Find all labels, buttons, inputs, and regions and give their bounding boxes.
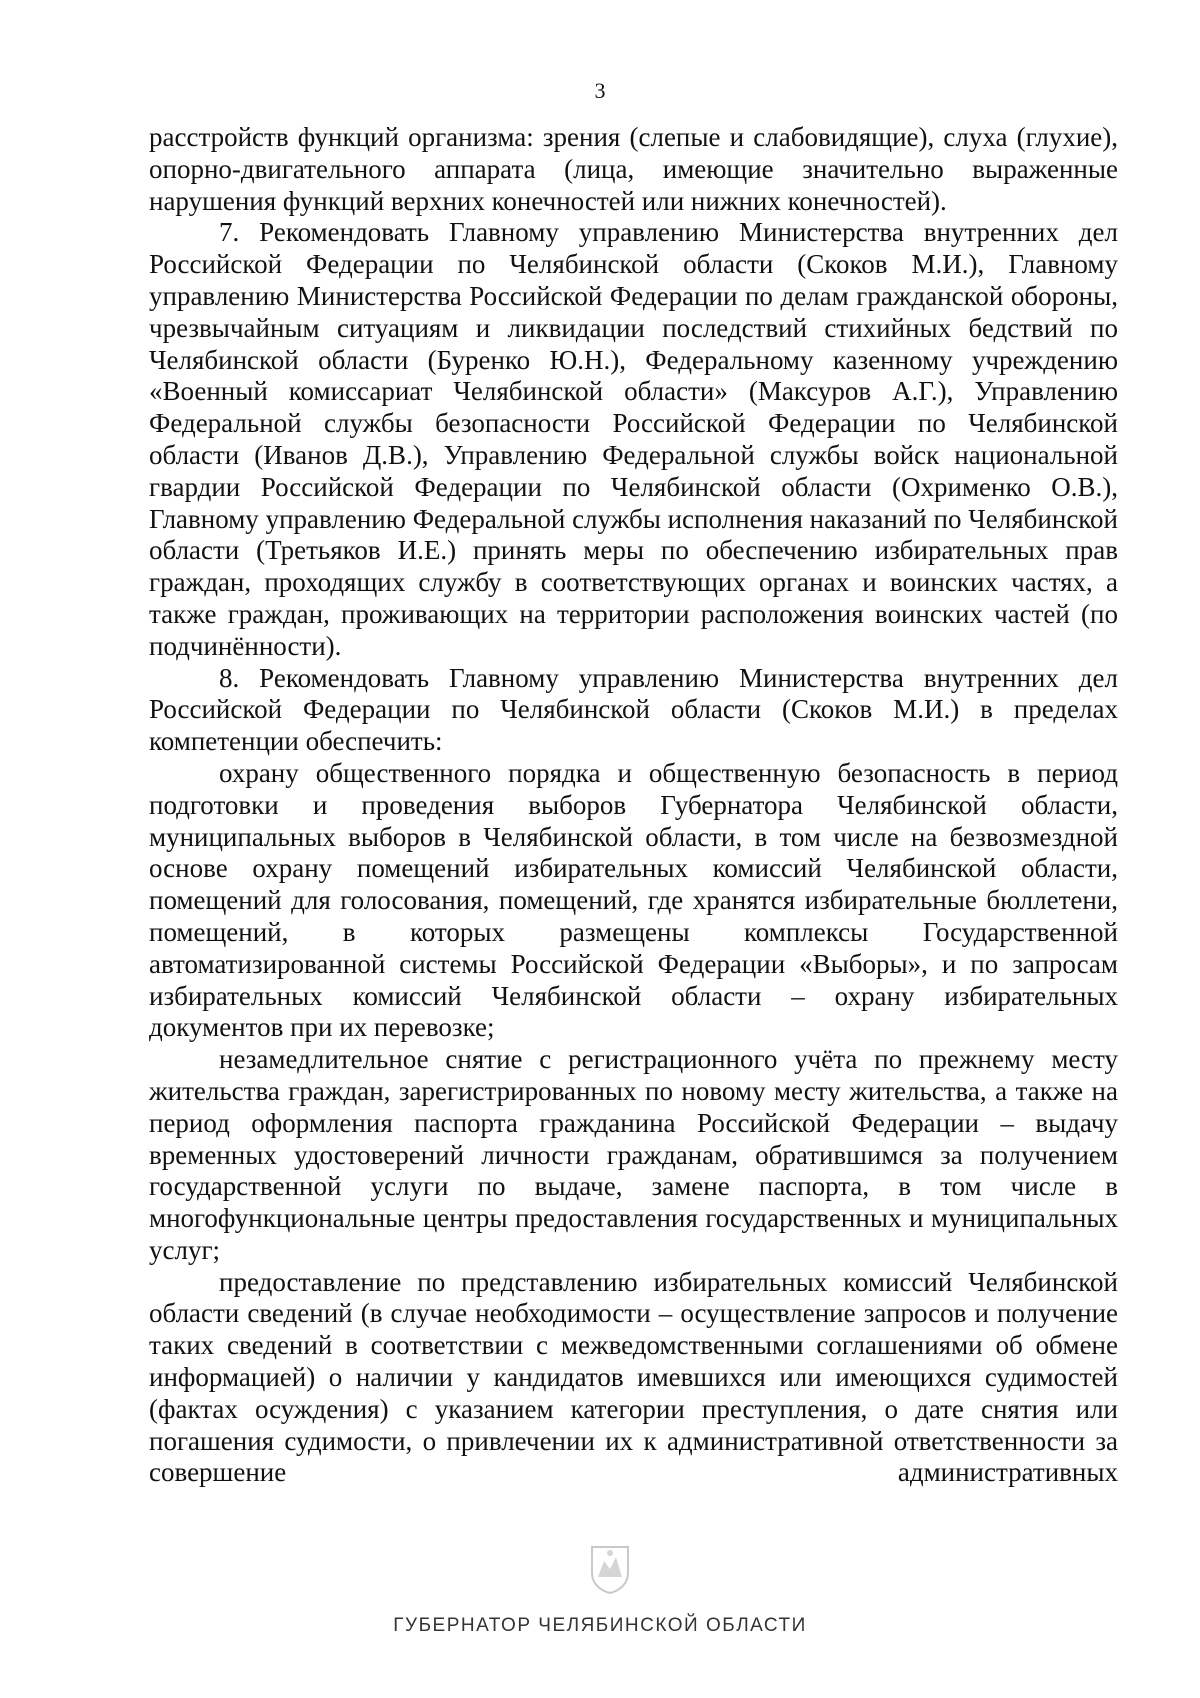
paragraph-continuation: расстройств функций организма: зрения (слепые и слабовидящие), слуха (глухие), опорно-двигательного аппарата (лица, имеющие значительно выраженные нарушения функций верхних конечностей или нижних конечностей).	[149, 122, 1118, 216]
document-body	[149, 122, 1118, 1489]
coat-of-arms-icon	[588, 1543, 632, 1595]
paragraph-public-order: охрану общественного порядка и общественную безопасность в период подготовки и проведения выборов Губернатора Челябинской области, муниципальных выборов в Челябинской области, в том числе на безвозмездной основе охрану помещений избирательных комиссий Челябинской области, помещений для голосования, помещений, где хранятся избирательные бюллетени, помещений, в которых размещены комплексы Государственной автоматизированной системы Российской Федерации «Выборы», и по запросам избирательных комиссий Челябинской области – охрану избирательных документов при их перевозке;	[149, 757, 1118, 1043]
paragraph-criminal-records: предоставление по представлению избирательных комиссий Челябинской области сведений (в случае необходимости – осуществление запросов и получение таких сведений в соответствии с межведомственными соглашениями об обмене информацией) о наличии у кандидатов имевшихся или имеющихся судимостей (фактах осуждения) с указанием категории преступления, о дате снятия или погашения судимости, о привлечении их к административной ответственности за совершение административных	[149, 1266, 1118, 1488]
document-footer: ГУБЕРНАТОР ЧЕЛЯБИНСКОЙ ОБЛАСТИ	[393, 1615, 807, 1636]
paragraph-item-8: 8. Рекомендовать Главному управлению Министерства внутренних дел Российской Федерации по Челябинской области (Скоков М.И.) в пределах компетенции обеспечить:	[149, 662, 1118, 757]
page-number: 3	[594, 78, 606, 103]
paragraph-registration: незамедлительное снятие с регистрационного учёта по прежнему месту жительства граждан, зарегистрированных по новому месту жительства, а также на период оформления паспорта гражданина Российской Федерации – выдачу временных удостоверений личности гражданам, обратившимся за получением государственной услуги по выдаче, замене паспорта, в том числе в многофункциональные центры предоставления государственных и муниципальных услуг;	[149, 1044, 1118, 1265]
paragraph-item-7: 7. Рекомендовать Главному управлению Министерства внутренних дел Российской Федерации по Челябинской области (Скоков М.И.), Главному управлению Министерства Российской Федерации по делам гражданской обороны, чрезвычайным ситуациям и ликвидации последствий стихийных бедствий по Челябинской области (Буренко Ю.Н.), Федеральному казенному учреждению «Военный комиссариат Челябинской области» (Максуров А.Г.), Управлению Федеральной службы безопасности Российской Федерации по Челябинской области (Иванов Д.В.), Управлению Федеральной службы войск национальной гвардии Российской Федерации по Челябинской области (Охрименко О.В.), Главному управлению Федеральной службы исполнения наказаний по Челябинской области (Третьяков И.Е.) принять меры по обеспечению избирательных прав граждан, проходящих службу в соответствующих органах и воинских частях, а также граждан, проживающих на территории расположения воинских частей (по подчинённости).	[149, 217, 1118, 661]
